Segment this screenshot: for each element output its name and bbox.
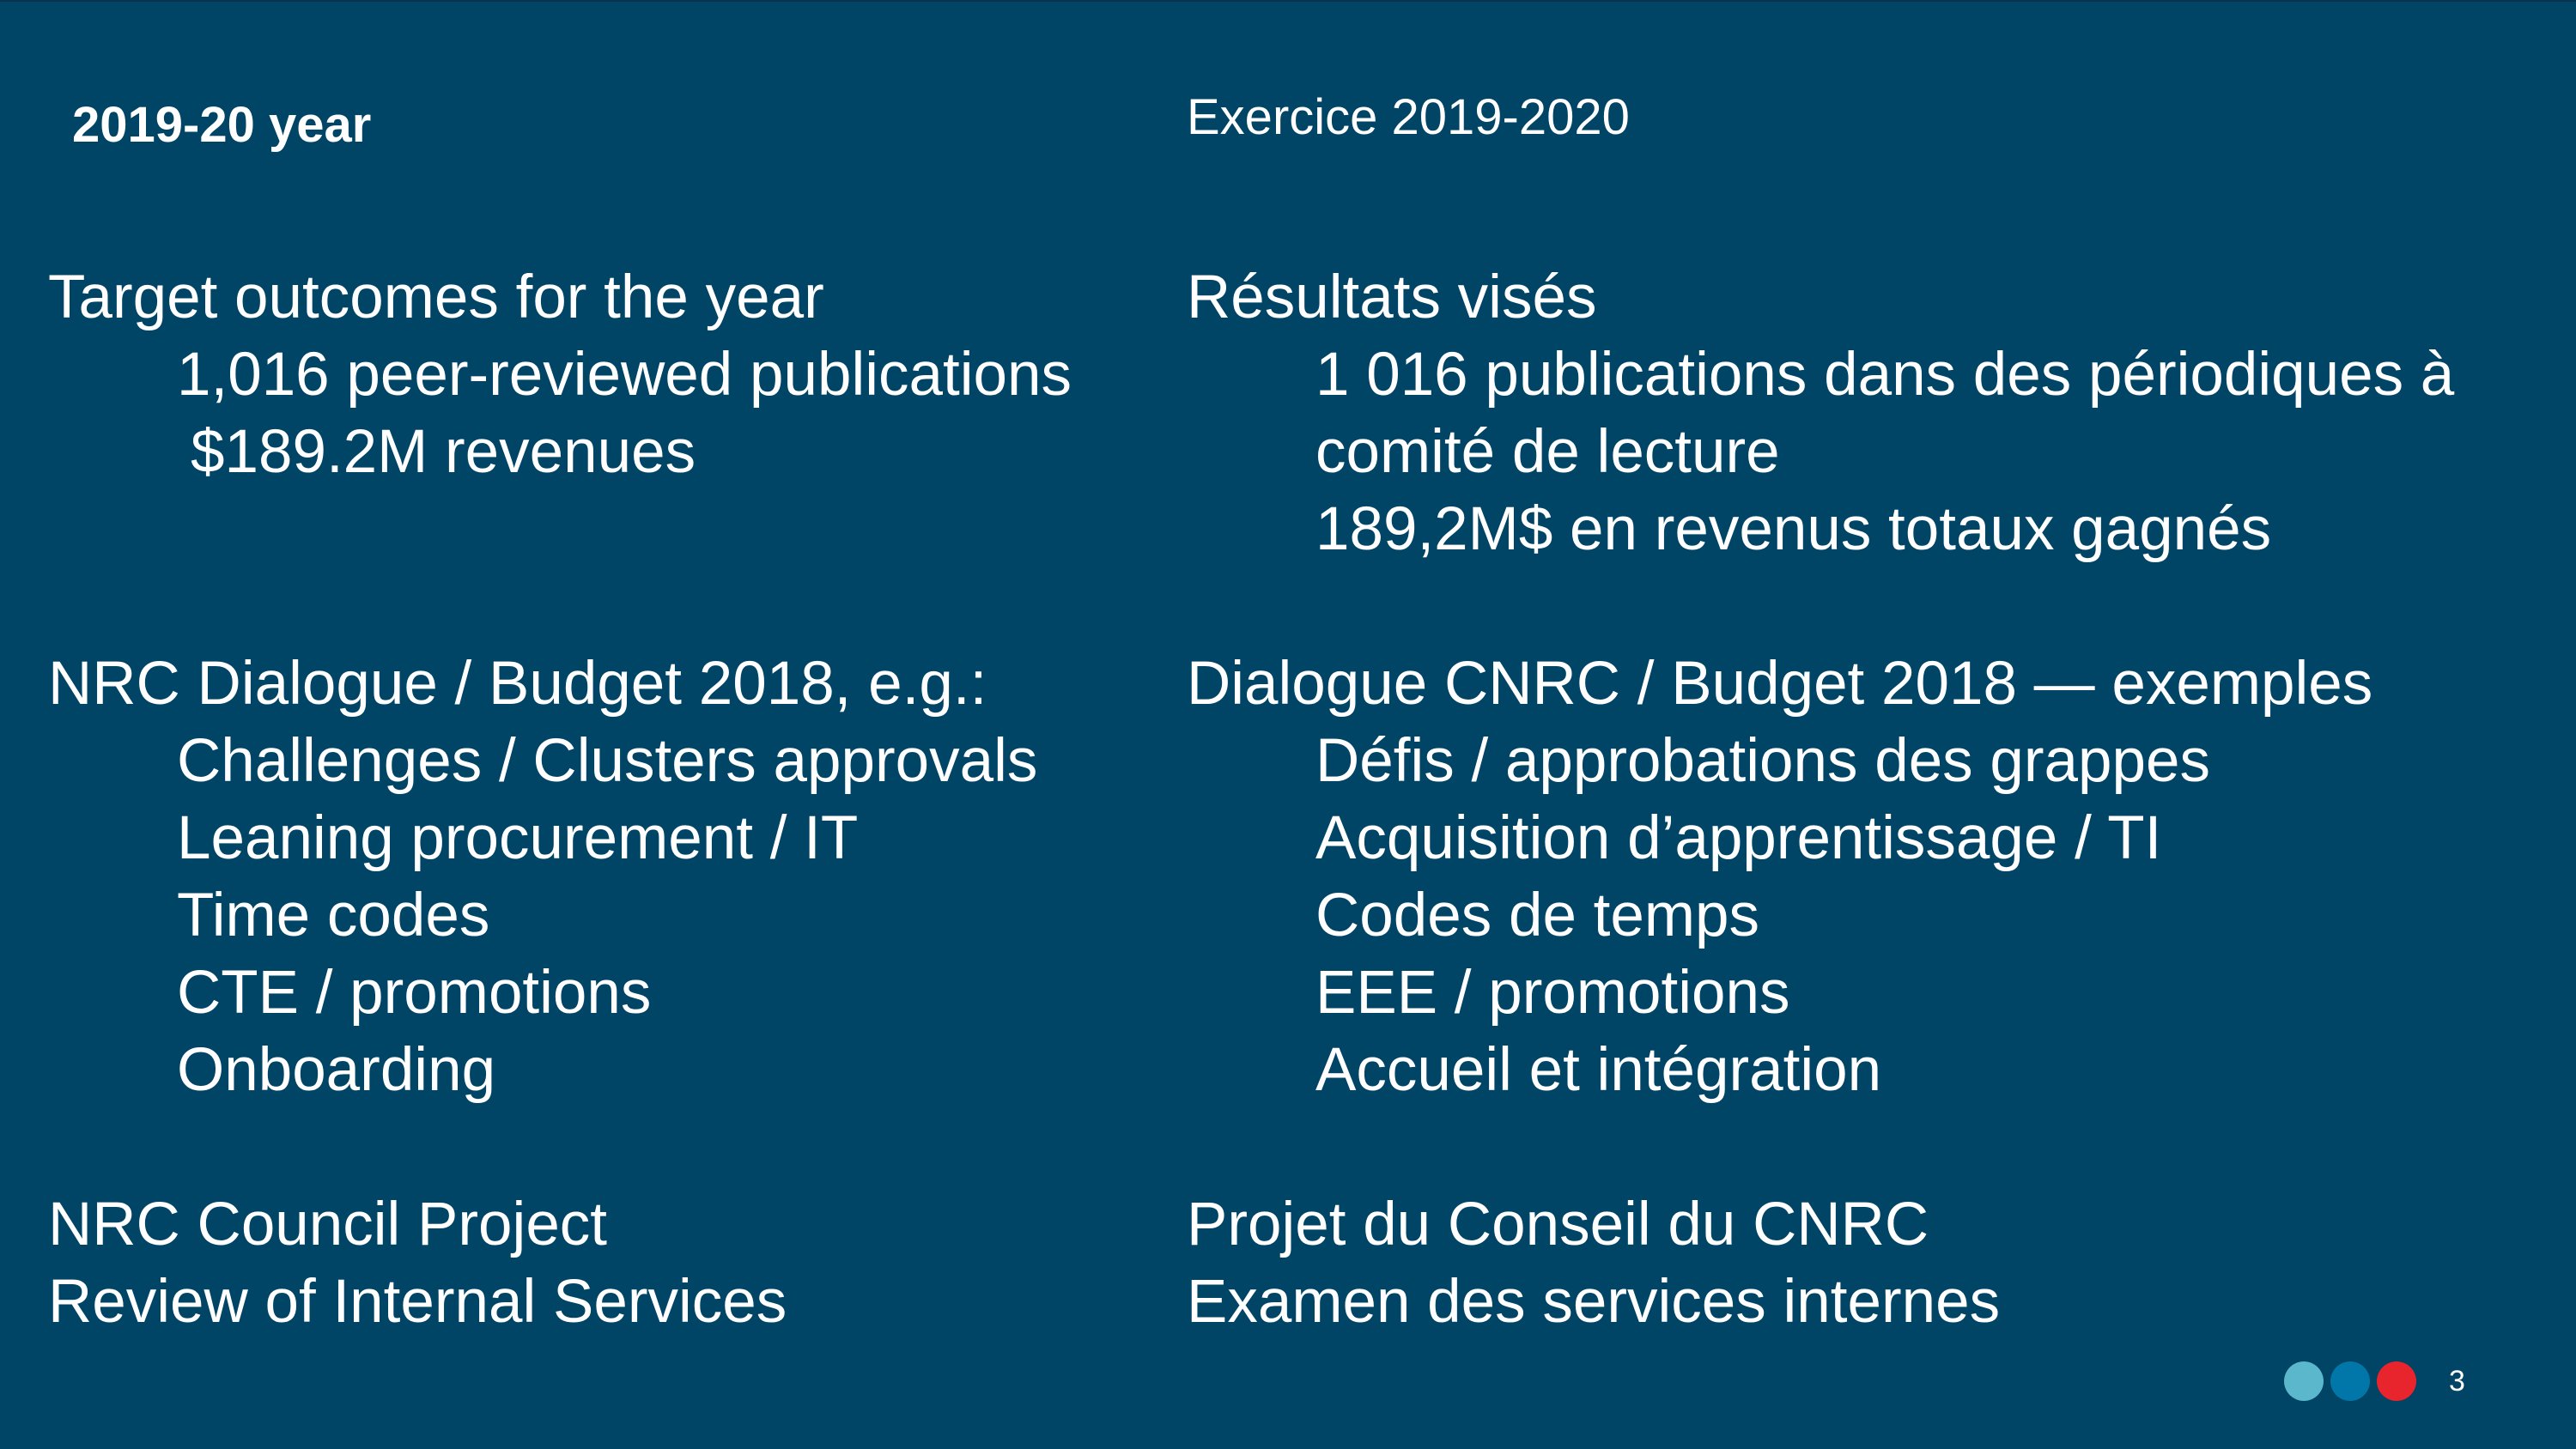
footer-dot-icon bbox=[2284, 1361, 2324, 1401]
dialogue-item-en: CTE / promotions bbox=[177, 959, 652, 1027]
target-item-fr: 1 016 publications dans des périodiques à bbox=[1315, 341, 2455, 409]
page-number: 3 bbox=[2449, 1364, 2465, 1397]
dialogue-item-fr: Codes de temps bbox=[1315, 882, 1760, 949]
council-line-en: Review of Internal Services bbox=[48, 1268, 787, 1336]
council-line-en: NRC Council Project bbox=[48, 1191, 608, 1258]
dialogue-item-fr: EEE / promotions bbox=[1315, 959, 1790, 1027]
dialogue-heading-en: NRC Dialogue / Budget 2018, e.g.: bbox=[48, 650, 987, 718]
english-column bbox=[48, 259, 1156, 1341]
footer-dot-icon bbox=[2330, 1361, 2370, 1401]
dialogue-item-en: Challenges / Clusters approvals bbox=[177, 727, 1038, 795]
dialogue-item-en: Onboarding bbox=[177, 1036, 496, 1104]
dialogue-heading-fr: Dialogue CNRC / Budget 2018 — exemples bbox=[1187, 650, 2373, 718]
slide-footer bbox=[2284, 1361, 2465, 1401]
french-column bbox=[1187, 259, 2543, 1341]
target-item-en: 1,016 peer-reviewed publications bbox=[177, 341, 1072, 409]
dialogue-item-fr: Défis / approbations des grappes bbox=[1315, 727, 2210, 795]
heading-english: 2019-20 year bbox=[72, 97, 372, 153]
council-line-fr: Projet du Conseil du CNRC bbox=[1187, 1191, 1929, 1258]
dialogue-item-fr: Accueil et intégration bbox=[1315, 1036, 1882, 1104]
heading-french: Exercice 2019-2020 bbox=[1187, 89, 1630, 145]
dialogue-item-en: Time codes bbox=[177, 882, 490, 949]
dialogue-item-en: Leaning procurement / IT bbox=[177, 804, 859, 872]
target-item-en: $189.2M revenues bbox=[191, 418, 696, 486]
council-line-fr: Examen des services internes bbox=[1187, 1268, 2001, 1336]
target-heading-en: Target outcomes for the year bbox=[48, 264, 824, 331]
target-heading-fr: Résultats visés bbox=[1187, 264, 1597, 331]
target-item-fr: 189,2M$ en revenus totaux gagnés bbox=[1315, 495, 2272, 563]
dialogue-item-fr: Acquisition d’apprentissage / TI bbox=[1315, 804, 2162, 872]
target-item-fr: comité de lecture bbox=[1315, 418, 1780, 486]
footer-dot-icon bbox=[2377, 1361, 2416, 1401]
